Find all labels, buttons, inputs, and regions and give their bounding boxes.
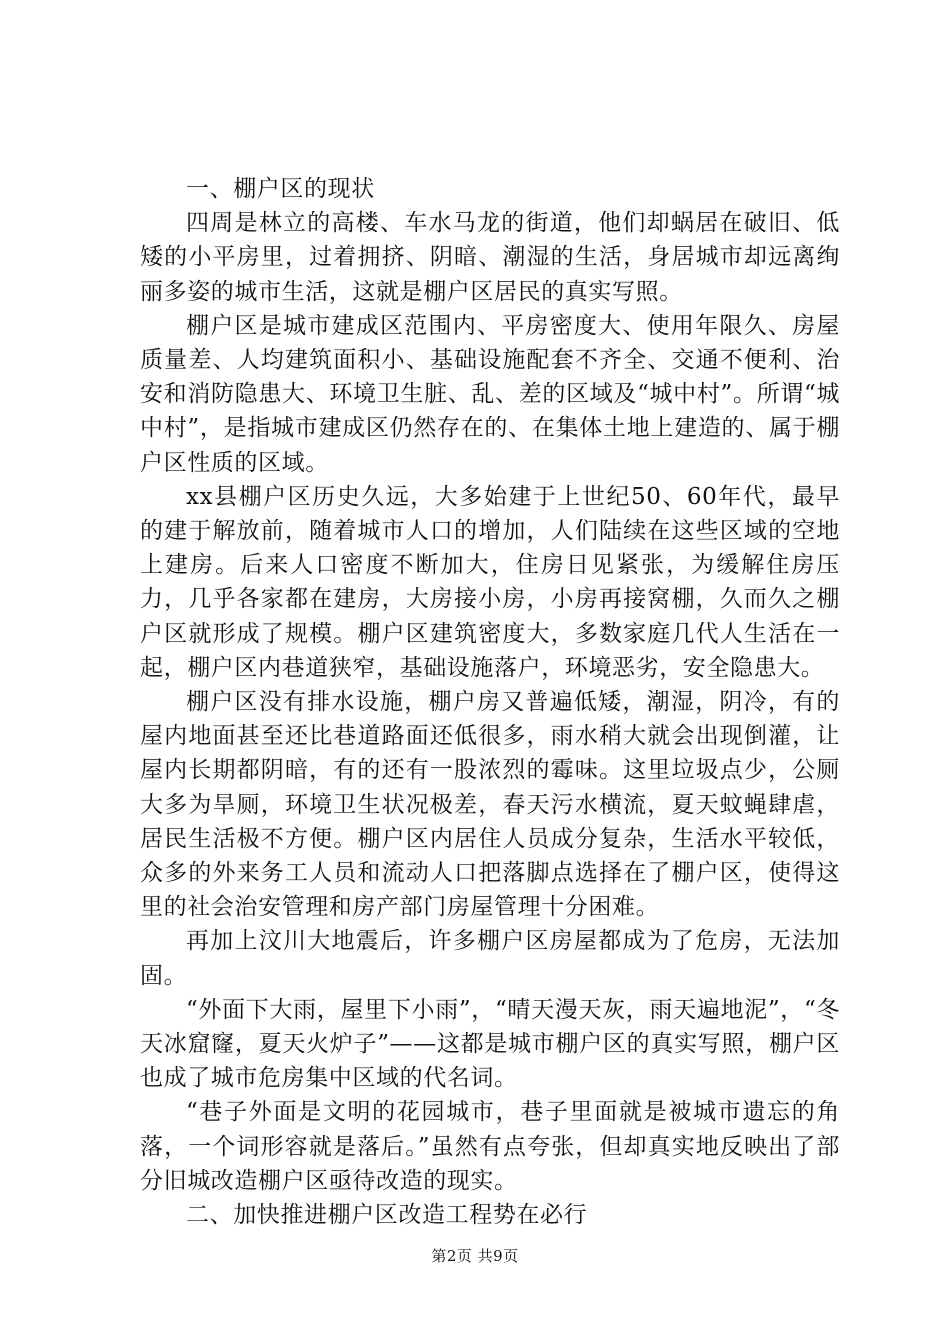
paragraph-4: 棚户区没有排水设施，棚户房又普遍低矮，潮湿，阴冷，有的屋内地面甚至还比巷道路面还低很多，雨水稍大就会出现倒灌，让屋内长期都阴暗，有的还有一股浓烈的霉味。这里垃圾点少，公厕大多为旱厕，环境卫生状况极差，春天污水横流，夏天蚊蝇肆虐，居民生活极不方便。棚户区内居住人员成分复杂，生活水平较低，众多的外来务工人员和流动人口把落脚点选择在了棚户区，使得这里的社会治安管理和房产部门房屋管理十分困难。 (140, 689, 840, 921)
section-heading-1: 一、棚户区的现状 (186, 176, 375, 202)
paragraph-7: “巷子外面是文明的花园城市，巷子里面就是被城市遗忘的角落，一个词形容就是落后。”虽然有点夸张，但却真实地反映出了部分旧城改造棚户区亟待改造的现实。 (140, 1099, 840, 1194)
paragraph-6: “外面下大雨，屋里下小雨”，“晴天漫天灰，雨天遍地泥”，“冬天冰窟窿，夏天火炉子”——这都是城市棚户区的真实写照，棚户区也成了城市危房集中区域的代名词。 (140, 996, 840, 1092)
paragraph-3: xx县棚户区历史久远，大多始建于上世纪50、60年代，最早的建于解放前，随着城市人口的增加，人们陆续在这些区域的空地上建房。后来人口密度不断加大，住房日见紧张，为缓解住房压力，几乎各家都在建房，大房接小房，小房再接窝棚，久而久之棚户区就形成了规模。棚户区建筑密度大，多数家庭几代人生活在一起，棚户区内巷道狭窄，基础设施落户，环境恶劣，安全隐患大。 (140, 483, 840, 681)
paragraph-5: 再加上汶川大地震后，许多棚户区房屋都成为了危房，无法加固。 (140, 928, 840, 989)
section-heading-2: 二、加快推进棚户区改造工程势在必行 (186, 1202, 588, 1229)
paragraph-1: 四周是林立的高楼、车水马龙的街道，他们却蜗居在破旧、低矮的小平房里，过着拥挤、阴暗、潮湿的生活，身居城市却远离绚丽多姿的城市生活，这就是棚户区居民的真实写照。 (140, 210, 840, 305)
paragraph-2: 棚户区是城市建成区范围内、平房密度大、使用年限久、房屋质量差、人均建筑面积小、基础设施配套不齐全、交通不便利、治安和消防隐患大、环境卫生脏、乱、差的区域及“城中村”。所谓“城中村”，是指城市建成区仍然存在的、在集体土地上建造的、属于棚户区性质的区域。 (140, 312, 840, 476)
document-body (140, 172, 840, 1232)
page-footer: 第2页 共9页 (431, 1247, 519, 1265)
